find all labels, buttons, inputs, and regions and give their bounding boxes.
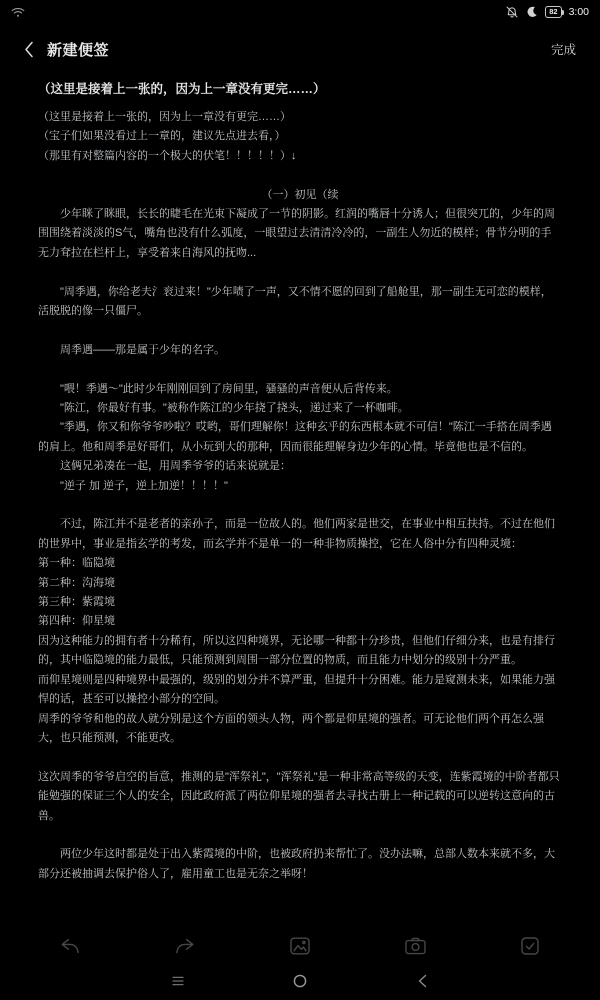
- image-icon[interactable]: [288, 934, 312, 958]
- undo-icon[interactable]: [58, 934, 82, 958]
- note-content[interactable]: [38, 76, 562, 884]
- note-line: [38, 748, 562, 767]
- status-time: 3:00: [568, 6, 589, 18]
- checkbox-icon[interactable]: [518, 934, 542, 958]
- note-line: [38, 263, 562, 282]
- note-line: "陈江，你最好有事。"被称作陈江的少年挠了挠头，递过来了一杯咖啡。: [38, 402, 409, 415]
- note-line: 第三种：紫霞境: [38, 596, 115, 609]
- camera-icon[interactable]: [403, 934, 427, 958]
- back-icon[interactable]: [412, 971, 432, 991]
- note-line: （宝子们如果没看过上一章的，建议先点进去看，）: [38, 130, 286, 143]
- note-line: [38, 321, 562, 340]
- battery-icon: 82: [545, 6, 561, 18]
- note-line: "喂！季遇～"此时少年刚刚回到了房间里，骚骚的声音便从后背传来。: [38, 382, 398, 395]
- note-line: 周季的爷爷和他的故人就分别是这个方面的领头人物，两个都是仰星境的强者。可无论他们两个再怎么强大，也只能预测，不能更改。: [38, 712, 544, 744]
- note-line: [38, 166, 562, 185]
- note-body[interactable]: [38, 108, 562, 884]
- note-line: 两位少年这时都是处于出入紫霞境的中阶，也被政府扔来帮忙了。没办法嘛，总部人数本来就不多，大部分还被抽调去保护俗人了，雇用童工也是无奈之举呀！: [38, 848, 555, 880]
- note-line: "季遇，你又和你爷爷吵啦？哎哟，哥们理解你！这种玄乎的东西根本就不可信！"陈江一手搭在周季遇的肩上。他和周季是好哥们，从小玩到大的那种，因而很能理解身边少年的心情。毕竟他也是不信的。: [38, 421, 552, 453]
- redo-icon[interactable]: [173, 934, 197, 958]
- note-line: 因为这种能力的拥有者十分稀有，所以这四种境界，无论哪一种都十分珍贵，但他们仔细分来，也是有排行的，其中临隐境的能力最低，只能预测到周围一部分位置的物质，而且能力中划分的级别十分严重。: [38, 634, 555, 667]
- note-line: 不过，陈江并不是老者的亲孙子，而是一位故人的。他们两家是世交，在事业中相互扶持。不过在他们的世界中，事业是指玄学的考发，而玄学并不是单一的一种非物质操控，它在人俗中分有四种灵境：: [38, 518, 555, 550]
- note-line: [38, 826, 562, 845]
- note-line: 第四种：仰星境: [38, 615, 115, 628]
- home-icon[interactable]: [290, 971, 310, 991]
- night-mode-icon: [526, 6, 538, 18]
- note-line: （一）初见（续: [261, 188, 339, 201]
- note-line: （这里是接着上一张的，因为上一章没有更完……）: [38, 111, 291, 123]
- status-bar: [0, 0, 600, 24]
- note-line: [38, 360, 562, 379]
- note-line: 而仰星境则是四种境界中最强的，级别的划分并不算严重，但提升十分困难。能力是窥测未来，如果能力强悍的话，甚至可以操控小部分的空间。: [38, 673, 555, 706]
- page-title: 新建便签: [47, 41, 110, 59]
- note-line: 这俩兄弟凑在一起，用周季爷爷的话来说就是：: [38, 460, 291, 473]
- note-line: "逆子 加 逆子，逆上加逆！！！！": [38, 479, 228, 492]
- mute-icon: [505, 5, 519, 19]
- wifi-icon: [11, 6, 25, 18]
- note-line: 周季遇——那是属于少年的名字。: [38, 343, 225, 356]
- note-line: [38, 496, 562, 515]
- note-line: 少年眯了眯眼，长长的睫毛在光束下凝成了一节的阴影。红润的嘴唇十分诱人；但很突兀的，少年的周围围绕着淡淡的S气，嘴角也没有什么弧度，一眼望过去清清冷冷的，一副生人勿近的模样；骨节分明的手无力耷拉在栏杆上，享受着来自海风的抚吻...: [38, 208, 555, 259]
- note-line: 第二种：沟海境: [38, 576, 115, 589]
- note-line: "周季遇，你给老夫氵衮过来！"少年啧了一声，又不情不愿的回到了船舱里，那一副生无可恋的模样，活脱脱的像一只僵尸。: [38, 285, 552, 318]
- note-line: （那里有对整篇内容的一个极大的伏笔！！！！！）↓: [38, 149, 297, 162]
- note-line: 第一种：临隐境: [38, 557, 115, 570]
- note-title-input[interactable]: （这里是接着上一张的，因为上一章没有更完……）: [38, 82, 326, 96]
- chevron-left-icon[interactable]: [24, 41, 34, 58]
- menu-icon[interactable]: [168, 971, 188, 991]
- done-button[interactable]: 完成: [550, 43, 576, 57]
- system-nav-bar: [0, 962, 600, 1000]
- note-line: 这次周季的爷爷启空的旨意，推测的是"浑祭礼"，"浑祭礼"是一种非常高等级的天变，连紫霞境的中阶者都只能勉强的保证三个人的安全，因此政府派了两位仰星境的强者去寻找古册上一种记载的可以逆转这意向的古兽。: [38, 770, 560, 822]
- header: [0, 34, 600, 64]
